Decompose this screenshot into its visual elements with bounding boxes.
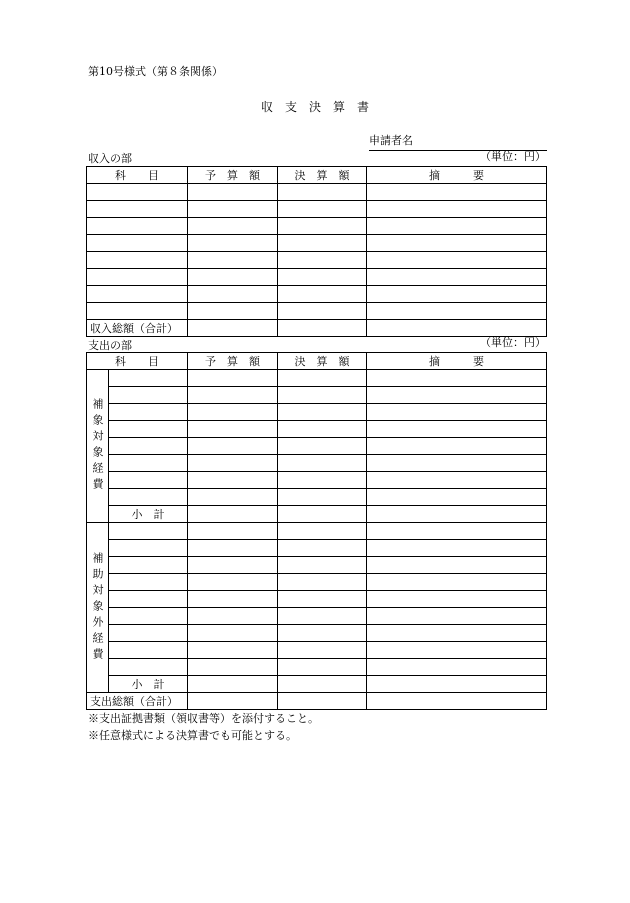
income-unit: （単位：円）	[480, 150, 546, 163]
cell[interactable]	[278, 235, 367, 252]
cell[interactable]	[278, 540, 367, 557]
expense-row	[87, 421, 547, 438]
cell[interactable]	[188, 303, 278, 320]
cell[interactable]	[367, 523, 547, 540]
expense-section-label: 支出の部	[88, 339, 132, 352]
cell[interactable]	[278, 320, 367, 337]
subtotal-label: 小 計	[109, 506, 188, 523]
cell[interactable]	[188, 438, 278, 455]
col-header-settlement: 決 算 額	[278, 353, 367, 370]
cell[interactable]	[278, 455, 367, 472]
cell[interactable]	[109, 370, 188, 387]
cell[interactable]	[109, 540, 188, 557]
cell[interactable]	[278, 472, 367, 489]
cell[interactable]	[188, 676, 278, 693]
cell[interactable]	[188, 370, 278, 387]
expense-row	[87, 642, 547, 659]
col-header-summary: 摘 要	[367, 167, 547, 184]
cell[interactable]	[188, 523, 278, 540]
expense-row	[87, 625, 547, 642]
group-label-subsidized: 補象対象経費	[87, 370, 109, 523]
cell[interactable]	[87, 286, 188, 303]
cell[interactable]	[278, 523, 367, 540]
cell[interactable]	[278, 625, 367, 642]
cell[interactable]	[367, 404, 547, 421]
cell[interactable]	[188, 184, 278, 201]
cell[interactable]	[278, 557, 367, 574]
cell[interactable]	[109, 642, 188, 659]
cell[interactable]	[278, 693, 367, 710]
cell[interactable]	[278, 303, 367, 320]
cell[interactable]	[109, 489, 188, 506]
income-section-label: 収入の部	[88, 152, 132, 165]
cell[interactable]	[188, 201, 278, 218]
cell[interactable]	[188, 642, 278, 659]
cell[interactable]	[367, 201, 547, 218]
cell[interactable]	[87, 235, 188, 252]
expense-total-label: 支出総額（合計）	[87, 693, 188, 710]
cell[interactable]	[188, 472, 278, 489]
cell[interactable]	[278, 286, 367, 303]
cell[interactable]	[188, 404, 278, 421]
col-header-budget: 予 算 額	[188, 167, 278, 184]
cell[interactable]	[278, 642, 367, 659]
cell[interactable]	[367, 472, 547, 489]
income-row	[87, 269, 547, 286]
expense-row	[87, 404, 547, 421]
cell[interactable]	[109, 625, 188, 642]
cell[interactable]	[278, 506, 367, 523]
cell[interactable]	[367, 642, 547, 659]
cell[interactable]	[188, 608, 278, 625]
cell[interactable]	[188, 320, 278, 337]
title-char: 支	[284, 100, 297, 114]
cell[interactable]	[278, 489, 367, 506]
income-total-label: 収入総額（合計）	[87, 320, 188, 337]
expense-row	[87, 608, 547, 625]
col-header-summary: 摘 要	[367, 353, 547, 370]
applicant-label: 申請者名	[369, 134, 413, 147]
cell[interactable]	[87, 303, 188, 320]
cell[interactable]	[109, 574, 188, 591]
cell[interactable]	[109, 591, 188, 608]
expense-row	[87, 523, 547, 540]
income-header-row	[87, 167, 547, 184]
cell[interactable]	[278, 252, 367, 269]
cell[interactable]	[367, 387, 547, 404]
income-table	[86, 166, 547, 337]
cell[interactable]	[367, 693, 547, 710]
cell[interactable]	[109, 387, 188, 404]
cell[interactable]	[367, 608, 547, 625]
cell[interactable]	[188, 286, 278, 303]
cell[interactable]	[367, 540, 547, 557]
document-title	[0, 98, 630, 115]
cell[interactable]	[367, 455, 547, 472]
cell[interactable]	[278, 269, 367, 286]
expense-row	[87, 591, 547, 608]
cell[interactable]	[367, 489, 547, 506]
cell[interactable]	[188, 574, 278, 591]
cell[interactable]	[109, 404, 188, 421]
cell[interactable]	[367, 676, 547, 693]
cell[interactable]	[367, 625, 547, 642]
form-number: 第10号様式（第８条関係）	[88, 65, 223, 78]
expense-row	[87, 659, 547, 676]
expense-header-row	[87, 353, 547, 370]
income-row	[87, 252, 547, 269]
cell[interactable]	[278, 370, 367, 387]
cell[interactable]	[367, 286, 547, 303]
subtotal-row	[87, 676, 547, 693]
cell[interactable]	[188, 506, 278, 523]
cell[interactable]	[188, 659, 278, 676]
col-header-item: 科 目	[87, 167, 188, 184]
cell[interactable]	[367, 235, 547, 252]
expense-row	[87, 455, 547, 472]
cell[interactable]	[87, 201, 188, 218]
cell[interactable]	[109, 472, 188, 489]
cell[interactable]	[109, 438, 188, 455]
expense-row	[87, 387, 547, 404]
cell[interactable]	[188, 235, 278, 252]
cell[interactable]	[109, 455, 188, 472]
cell[interactable]	[188, 455, 278, 472]
cell[interactable]	[109, 659, 188, 676]
cell[interactable]	[188, 693, 278, 710]
cell[interactable]	[278, 218, 367, 235]
cell[interactable]	[188, 557, 278, 574]
expense-row	[87, 489, 547, 506]
expense-row	[87, 370, 547, 387]
group-label-non-subsidized: 補助対象外経費	[87, 523, 109, 693]
cell[interactable]	[188, 252, 278, 269]
cell[interactable]	[109, 608, 188, 625]
cell[interactable]	[367, 591, 547, 608]
col-header-settlement: 決 算 額	[278, 167, 367, 184]
cell[interactable]	[278, 387, 367, 404]
cell[interactable]	[278, 421, 367, 438]
cell[interactable]	[278, 574, 367, 591]
cell[interactable]	[188, 489, 278, 506]
income-row	[87, 201, 547, 218]
cell[interactable]	[188, 387, 278, 404]
note-any-format: ※任意様式による決算書でも可能とする。	[88, 729, 297, 742]
cell[interactable]	[367, 184, 547, 201]
cell[interactable]	[278, 404, 367, 421]
title-char: 書	[357, 100, 370, 114]
title-char: 算	[333, 100, 346, 114]
income-row	[87, 184, 547, 201]
cell[interactable]	[367, 421, 547, 438]
cell[interactable]	[87, 269, 188, 286]
cell[interactable]	[367, 252, 547, 269]
cell[interactable]	[278, 608, 367, 625]
expense-table	[86, 352, 547, 710]
expense-row	[87, 438, 547, 455]
cell[interactable]	[109, 523, 188, 540]
cell[interactable]	[367, 506, 547, 523]
cell[interactable]	[188, 269, 278, 286]
cell[interactable]	[367, 370, 547, 387]
cell[interactable]	[367, 438, 547, 455]
expense-row	[87, 574, 547, 591]
cell[interactable]	[367, 269, 547, 286]
cell[interactable]	[188, 218, 278, 235]
expense-total-row	[87, 693, 547, 710]
expense-row	[87, 540, 547, 557]
cell[interactable]	[367, 303, 547, 320]
cell[interactable]	[278, 201, 367, 218]
income-row	[87, 286, 547, 303]
income-row	[87, 303, 547, 320]
cell[interactable]	[87, 252, 188, 269]
cell[interactable]	[367, 574, 547, 591]
cell[interactable]	[87, 218, 188, 235]
cell[interactable]	[188, 591, 278, 608]
cell[interactable]	[278, 184, 367, 201]
note-receipts: ※支出証拠書類（領収書等）を添付すること。	[88, 712, 319, 725]
cell[interactable]	[278, 591, 367, 608]
cell[interactable]	[367, 218, 547, 235]
expense-row	[87, 472, 547, 489]
cell[interactable]	[278, 659, 367, 676]
cell[interactable]	[87, 184, 188, 201]
income-row	[87, 218, 547, 235]
expense-unit: （単位：円）	[480, 336, 546, 349]
cell[interactable]	[367, 659, 547, 676]
cell[interactable]	[188, 421, 278, 438]
cell[interactable]	[188, 540, 278, 557]
cell[interactable]	[188, 625, 278, 642]
cell[interactable]	[278, 676, 367, 693]
cell[interactable]	[278, 438, 367, 455]
cell[interactable]	[109, 557, 188, 574]
subtotal-row	[87, 506, 547, 523]
income-row	[87, 235, 547, 252]
col-header-budget: 予 算 額	[188, 353, 278, 370]
cell[interactable]	[109, 421, 188, 438]
col-header-item: 科 目	[87, 353, 188, 370]
cell[interactable]	[367, 557, 547, 574]
subtotal-label: 小 計	[109, 676, 188, 693]
title-char: 収	[260, 100, 273, 114]
expense-row	[87, 557, 547, 574]
title-char: 決	[308, 100, 321, 114]
